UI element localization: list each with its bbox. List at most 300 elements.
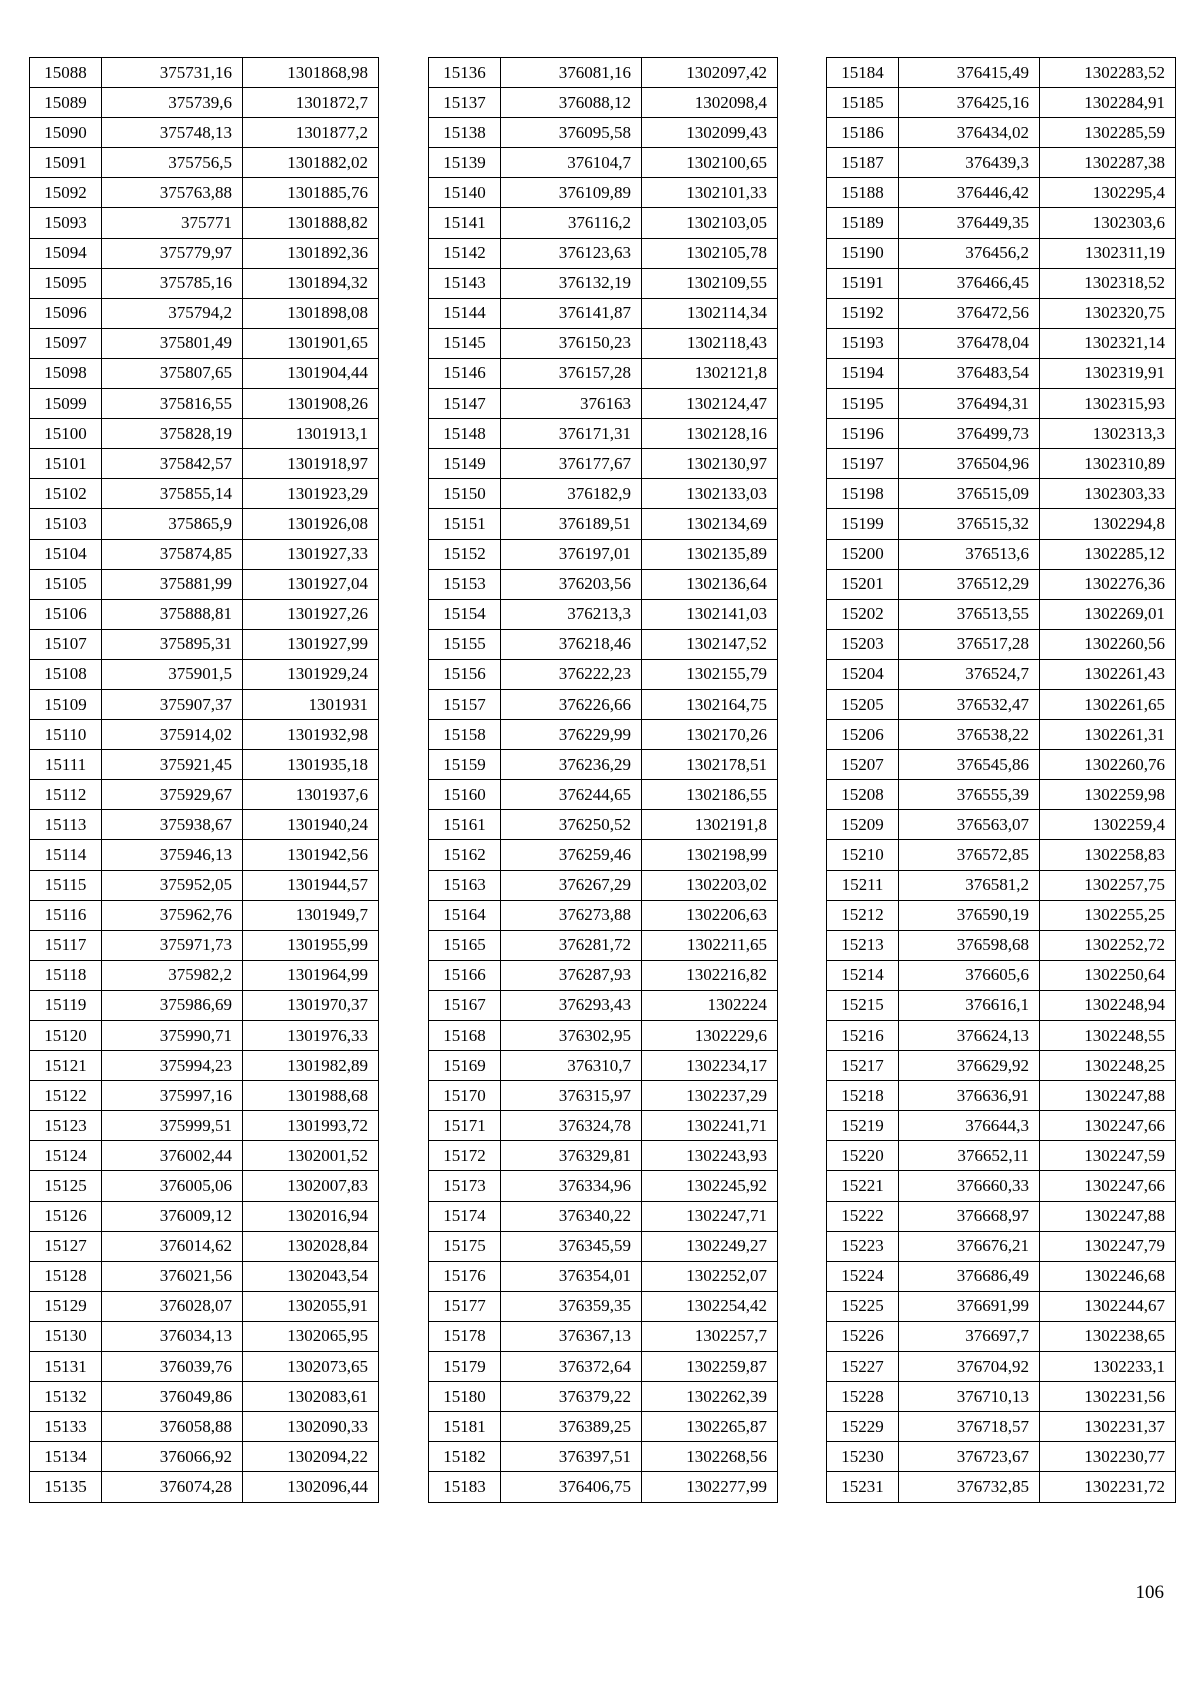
point-number-cell: 15196 <box>827 419 899 449</box>
x-coordinate-cell: 375982,2 <box>102 960 243 990</box>
y-coordinate-cell: 1302124,47 <box>642 389 778 419</box>
table-row <box>30 1442 379 1472</box>
table-row <box>827 298 1176 328</box>
x-coordinate-cell: 376281,72 <box>501 930 642 960</box>
y-coordinate-cell: 1301892,36 <box>243 238 379 268</box>
point-number-cell: 15132 <box>30 1382 102 1412</box>
point-number-cell: 15127 <box>30 1231 102 1261</box>
y-coordinate-cell: 1302229,6 <box>642 1021 778 1051</box>
x-coordinate-cell: 376532,47 <box>899 689 1040 719</box>
point-number-cell: 15207 <box>827 750 899 780</box>
y-coordinate-cell: 1302203,02 <box>642 870 778 900</box>
point-number-cell: 15089 <box>30 88 102 118</box>
y-coordinate-cell: 1302141,03 <box>642 599 778 629</box>
point-number-cell: 15099 <box>30 389 102 419</box>
point-number-cell: 15142 <box>429 238 501 268</box>
x-coordinate-cell: 376345,59 <box>501 1231 642 1261</box>
x-coordinate-cell: 376021,56 <box>102 1261 243 1291</box>
y-coordinate-cell: 1302260,56 <box>1040 629 1176 659</box>
x-coordinate-cell: 376058,88 <box>102 1412 243 1442</box>
point-number-cell: 15151 <box>429 509 501 539</box>
x-coordinate-cell: 376624,13 <box>899 1021 1040 1051</box>
point-number-cell: 15231 <box>827 1472 899 1502</box>
table-row <box>30 358 379 388</box>
x-coordinate-cell: 375794,2 <box>102 298 243 328</box>
x-coordinate-cell: 375801,49 <box>102 328 243 358</box>
y-coordinate-cell: 1302098,4 <box>642 88 778 118</box>
table-row <box>429 780 778 810</box>
table-row <box>827 539 1176 569</box>
point-number-cell: 15200 <box>827 539 899 569</box>
x-coordinate-cell: 375938,67 <box>102 810 243 840</box>
table-row <box>30 1021 379 1051</box>
point-number-cell: 15144 <box>429 298 501 328</box>
x-coordinate-cell: 375971,73 <box>102 930 243 960</box>
x-coordinate-cell: 376315,97 <box>501 1081 642 1111</box>
y-coordinate-cell: 1301927,33 <box>243 539 379 569</box>
y-coordinate-cell: 1302198,99 <box>642 840 778 870</box>
y-coordinate-cell: 1301927,26 <box>243 599 379 629</box>
point-number-cell: 15136 <box>429 58 501 88</box>
table-row <box>827 1382 1176 1412</box>
point-number-cell: 15100 <box>30 419 102 449</box>
x-coordinate-cell: 375994,23 <box>102 1051 243 1081</box>
point-number-cell: 15116 <box>30 900 102 930</box>
point-number-cell: 15178 <box>429 1321 501 1351</box>
y-coordinate-cell: 1301935,18 <box>243 750 379 780</box>
table-row <box>429 659 778 689</box>
table-row <box>30 1472 379 1502</box>
point-number-cell: 15111 <box>30 750 102 780</box>
x-coordinate-cell: 376478,04 <box>899 328 1040 358</box>
point-number-cell: 15193 <box>827 328 899 358</box>
y-coordinate-cell: 1302285,59 <box>1040 118 1176 148</box>
x-coordinate-cell: 375952,05 <box>102 870 243 900</box>
x-coordinate-cell: 376081,16 <box>501 58 642 88</box>
table-row <box>30 1291 379 1321</box>
y-coordinate-cell: 1301882,02 <box>243 148 379 178</box>
table-row <box>429 1111 778 1141</box>
point-number-cell: 15131 <box>30 1352 102 1382</box>
y-coordinate-cell: 1301923,29 <box>243 479 379 509</box>
y-coordinate-cell: 1302135,89 <box>642 539 778 569</box>
x-coordinate-cell: 376512,29 <box>899 569 1040 599</box>
x-coordinate-cell: 376517,28 <box>899 629 1040 659</box>
y-coordinate-cell: 1302241,71 <box>642 1111 778 1141</box>
x-coordinate-cell: 376002,44 <box>102 1141 243 1171</box>
point-number-cell: 15216 <box>827 1021 899 1051</box>
x-coordinate-cell: 376629,92 <box>899 1051 1040 1081</box>
point-number-cell: 15228 <box>827 1382 899 1412</box>
point-number-cell: 15222 <box>827 1201 899 1231</box>
x-coordinate-cell: 376434,02 <box>899 118 1040 148</box>
y-coordinate-cell: 1302276,36 <box>1040 569 1176 599</box>
point-number-cell: 15182 <box>429 1442 501 1472</box>
y-coordinate-cell: 1302121,8 <box>642 358 778 388</box>
y-coordinate-cell: 1302247,88 <box>1040 1081 1176 1111</box>
point-number-cell: 15138 <box>429 118 501 148</box>
table-row <box>30 509 379 539</box>
y-coordinate-cell: 1301937,6 <box>243 780 379 810</box>
point-number-cell: 15221 <box>827 1171 899 1201</box>
y-coordinate-cell: 1302261,43 <box>1040 659 1176 689</box>
x-coordinate-cell: 375874,85 <box>102 539 243 569</box>
table-row <box>30 389 379 419</box>
table-row <box>30 1081 379 1111</box>
table-row <box>30 1382 379 1412</box>
table-row <box>429 449 778 479</box>
point-number-cell: 15123 <box>30 1111 102 1141</box>
point-number-cell: 15135 <box>30 1472 102 1502</box>
table-row <box>429 840 778 870</box>
y-coordinate-cell: 1302090,33 <box>243 1412 379 1442</box>
table-row <box>827 900 1176 930</box>
x-coordinate-cell: 375855,14 <box>102 479 243 509</box>
table-row <box>429 1231 778 1261</box>
table-row <box>827 629 1176 659</box>
x-coordinate-cell: 376660,33 <box>899 1171 1040 1201</box>
table-row <box>827 569 1176 599</box>
x-coordinate-cell: 376379,22 <box>501 1382 642 1412</box>
point-number-cell: 15164 <box>429 900 501 930</box>
x-coordinate-cell: 376329,81 <box>501 1141 642 1171</box>
y-coordinate-cell: 1302170,26 <box>642 720 778 750</box>
y-coordinate-cell: 1302100,65 <box>642 148 778 178</box>
point-number-cell: 15156 <box>429 659 501 689</box>
table-row <box>827 1352 1176 1382</box>
point-number-cell: 15198 <box>827 479 899 509</box>
table-row <box>429 960 778 990</box>
point-number-cell: 15113 <box>30 810 102 840</box>
table-row <box>30 900 379 930</box>
x-coordinate-cell: 376244,65 <box>501 780 642 810</box>
point-number-cell: 15197 <box>827 449 899 479</box>
point-number-cell: 15107 <box>30 629 102 659</box>
x-coordinate-cell: 376177,67 <box>501 449 642 479</box>
table-row <box>429 1051 778 1081</box>
x-coordinate-cell: 376367,13 <box>501 1321 642 1351</box>
point-number-cell: 15098 <box>30 358 102 388</box>
point-number-cell: 15145 <box>429 328 501 358</box>
x-coordinate-cell: 376189,51 <box>501 509 642 539</box>
x-coordinate-cell: 376157,28 <box>501 358 642 388</box>
point-number-cell: 15223 <box>827 1231 899 1261</box>
point-number-cell: 15154 <box>429 599 501 629</box>
table-row <box>30 689 379 719</box>
point-number-cell: 15134 <box>30 1442 102 1472</box>
y-coordinate-cell: 1302313,3 <box>1040 419 1176 449</box>
table-row <box>827 479 1176 509</box>
y-coordinate-cell: 1302109,55 <box>642 268 778 298</box>
table-row <box>429 328 778 358</box>
x-coordinate-cell: 376598,68 <box>899 930 1040 960</box>
x-coordinate-cell: 376222,23 <box>501 659 642 689</box>
point-number-cell: 15110 <box>30 720 102 750</box>
point-number-cell: 15202 <box>827 599 899 629</box>
y-coordinate-cell: 1301927,99 <box>243 629 379 659</box>
y-coordinate-cell: 1302094,22 <box>243 1442 379 1472</box>
x-coordinate-cell: 375816,55 <box>102 389 243 419</box>
table-row <box>827 1261 1176 1291</box>
x-coordinate-cell: 376123,63 <box>501 238 642 268</box>
y-coordinate-cell: 1302277,99 <box>642 1472 778 1502</box>
y-coordinate-cell: 1302065,95 <box>243 1321 379 1351</box>
x-coordinate-cell: 376563,07 <box>899 810 1040 840</box>
x-coordinate-cell: 376372,64 <box>501 1352 642 1382</box>
y-coordinate-cell: 1302247,88 <box>1040 1201 1176 1231</box>
point-number-cell: 15140 <box>429 178 501 208</box>
point-number-cell: 15183 <box>429 1472 501 1502</box>
table-row <box>429 629 778 659</box>
y-coordinate-cell: 1302237,29 <box>642 1081 778 1111</box>
point-number-cell: 15205 <box>827 689 899 719</box>
table-row <box>429 358 778 388</box>
x-coordinate-cell: 376406,75 <box>501 1472 642 1502</box>
point-number-cell: 15168 <box>429 1021 501 1051</box>
x-coordinate-cell: 376636,91 <box>899 1081 1040 1111</box>
table-row <box>30 58 379 88</box>
y-coordinate-cell: 1302318,52 <box>1040 268 1176 298</box>
x-coordinate-cell: 375921,45 <box>102 750 243 780</box>
point-number-cell: 15137 <box>429 88 501 118</box>
x-coordinate-cell: 376415,49 <box>899 58 1040 88</box>
y-coordinate-cell: 1302114,34 <box>642 298 778 328</box>
x-coordinate-cell: 375888,81 <box>102 599 243 629</box>
point-number-cell: 15103 <box>30 509 102 539</box>
point-number-cell: 15180 <box>429 1382 501 1412</box>
y-coordinate-cell: 1302268,56 <box>642 1442 778 1472</box>
table-row <box>429 1352 778 1382</box>
x-coordinate-cell: 376150,23 <box>501 328 642 358</box>
table-row <box>827 1412 1176 1442</box>
y-coordinate-cell: 1302234,17 <box>642 1051 778 1081</box>
table-row <box>30 960 379 990</box>
x-coordinate-cell: 375842,57 <box>102 449 243 479</box>
x-coordinate-cell: 376686,49 <box>899 1261 1040 1291</box>
x-coordinate-cell: 376273,88 <box>501 900 642 930</box>
table-row <box>429 569 778 599</box>
coordinates-table-2 <box>428 57 778 1503</box>
point-number-cell: 15203 <box>827 629 899 659</box>
table-row <box>827 810 1176 840</box>
table-row <box>827 58 1176 88</box>
x-coordinate-cell: 376109,89 <box>501 178 642 208</box>
y-coordinate-cell: 1302261,65 <box>1040 689 1176 719</box>
table-row <box>827 419 1176 449</box>
table-row <box>827 1141 1176 1171</box>
y-coordinate-cell: 1302055,91 <box>243 1291 379 1321</box>
point-number-cell: 15191 <box>827 268 899 298</box>
point-number-cell: 15177 <box>429 1291 501 1321</box>
table-row <box>827 1472 1176 1502</box>
x-coordinate-cell: 376515,09 <box>899 479 1040 509</box>
y-coordinate-cell: 1302315,93 <box>1040 389 1176 419</box>
x-coordinate-cell: 376555,39 <box>899 780 1040 810</box>
x-coordinate-cell: 376354,01 <box>501 1261 642 1291</box>
table-row <box>429 720 778 750</box>
y-coordinate-cell: 1302238,65 <box>1040 1321 1176 1351</box>
point-number-cell: 15227 <box>827 1352 899 1382</box>
y-coordinate-cell: 1301898,08 <box>243 298 379 328</box>
x-coordinate-cell: 376182,9 <box>501 479 642 509</box>
y-coordinate-cell: 1302247,71 <box>642 1201 778 1231</box>
point-number-cell: 15157 <box>429 689 501 719</box>
point-number-cell: 15115 <box>30 870 102 900</box>
coordinates-table-1 <box>29 57 379 1503</box>
y-coordinate-cell: 1302262,39 <box>642 1382 778 1412</box>
y-coordinate-cell: 1302099,43 <box>642 118 778 148</box>
x-coordinate-cell: 375881,99 <box>102 569 243 599</box>
y-coordinate-cell: 1302136,64 <box>642 569 778 599</box>
point-number-cell: 15215 <box>827 990 899 1020</box>
table-row <box>30 88 379 118</box>
table-row <box>429 1321 778 1351</box>
table-row <box>429 1201 778 1231</box>
y-coordinate-cell: 1302231,72 <box>1040 1472 1176 1502</box>
y-coordinate-cell: 1302261,31 <box>1040 720 1176 750</box>
y-coordinate-cell: 1302028,84 <box>243 1231 379 1261</box>
point-number-cell: 15175 <box>429 1231 501 1261</box>
x-coordinate-cell: 376466,45 <box>899 268 1040 298</box>
table-row <box>30 539 379 569</box>
table-row <box>429 479 778 509</box>
table-row <box>30 1201 379 1231</box>
y-coordinate-cell: 1302285,12 <box>1040 539 1176 569</box>
table-row <box>30 1111 379 1141</box>
point-number-cell: 15170 <box>429 1081 501 1111</box>
y-coordinate-cell: 1302105,78 <box>642 238 778 268</box>
y-coordinate-cell: 1302260,76 <box>1040 750 1176 780</box>
x-coordinate-cell: 376203,56 <box>501 569 642 599</box>
table-row <box>429 509 778 539</box>
table-row <box>827 1021 1176 1051</box>
x-coordinate-cell: 376446,42 <box>899 178 1040 208</box>
x-coordinate-cell: 376718,57 <box>899 1412 1040 1442</box>
y-coordinate-cell: 1301988,68 <box>243 1081 379 1111</box>
table-row <box>827 268 1176 298</box>
table-row <box>30 870 379 900</box>
point-number-cell: 15133 <box>30 1412 102 1442</box>
point-number-cell: 15102 <box>30 479 102 509</box>
point-number-cell: 15195 <box>827 389 899 419</box>
y-coordinate-cell: 1302130,97 <box>642 449 778 479</box>
x-coordinate-cell: 376472,56 <box>899 298 1040 328</box>
point-number-cell: 15147 <box>429 389 501 419</box>
point-number-cell: 15174 <box>429 1201 501 1231</box>
y-coordinate-cell: 1302043,54 <box>243 1261 379 1291</box>
point-number-cell: 15171 <box>429 1111 501 1141</box>
table-row <box>429 599 778 629</box>
point-number-cell: 15176 <box>429 1261 501 1291</box>
y-coordinate-cell: 1301926,08 <box>243 509 379 539</box>
table-row <box>827 990 1176 1020</box>
point-number-cell: 15109 <box>30 689 102 719</box>
table-row <box>30 1352 379 1382</box>
table-row <box>30 298 379 328</box>
y-coordinate-cell: 1302257,7 <box>642 1321 778 1351</box>
y-coordinate-cell: 1301944,57 <box>243 870 379 900</box>
y-coordinate-cell: 1302097,42 <box>642 58 778 88</box>
y-coordinate-cell: 1302259,87 <box>642 1352 778 1382</box>
table-row <box>30 1321 379 1351</box>
y-coordinate-cell: 1302073,65 <box>243 1352 379 1382</box>
point-number-cell: 15139 <box>429 148 501 178</box>
x-coordinate-cell: 376545,86 <box>899 750 1040 780</box>
point-number-cell: 15206 <box>827 720 899 750</box>
x-coordinate-cell: 376236,29 <box>501 750 642 780</box>
point-number-cell: 15179 <box>429 1352 501 1382</box>
y-coordinate-cell: 1302016,94 <box>243 1201 379 1231</box>
table-row <box>429 900 778 930</box>
x-coordinate-cell: 376572,85 <box>899 840 1040 870</box>
y-coordinate-cell: 1302269,01 <box>1040 599 1176 629</box>
x-coordinate-cell: 376515,32 <box>899 509 1040 539</box>
point-number-cell: 15217 <box>827 1051 899 1081</box>
x-coordinate-cell: 376267,29 <box>501 870 642 900</box>
x-coordinate-cell: 376334,96 <box>501 1171 642 1201</box>
table-row <box>827 1442 1176 1472</box>
table-row <box>429 118 778 148</box>
point-number-cell: 15194 <box>827 358 899 388</box>
point-number-cell: 15122 <box>30 1081 102 1111</box>
x-coordinate-cell: 376034,13 <box>102 1321 243 1351</box>
table-row <box>827 1321 1176 1351</box>
point-number-cell: 15229 <box>827 1412 899 1442</box>
x-coordinate-cell: 376028,07 <box>102 1291 243 1321</box>
table-row <box>827 389 1176 419</box>
y-coordinate-cell: 1302321,14 <box>1040 328 1176 358</box>
table-row <box>429 58 778 88</box>
point-number-cell: 15204 <box>827 659 899 689</box>
y-coordinate-cell: 1302284,91 <box>1040 88 1176 118</box>
point-number-cell: 15201 <box>827 569 899 599</box>
point-number-cell: 15092 <box>30 178 102 208</box>
x-coordinate-cell: 376359,35 <box>501 1291 642 1321</box>
point-number-cell: 15153 <box>429 569 501 599</box>
table-row <box>429 810 778 840</box>
x-coordinate-cell: 375756,5 <box>102 148 243 178</box>
table-row <box>30 479 379 509</box>
table-row <box>30 810 379 840</box>
y-coordinate-cell: 1302248,94 <box>1040 990 1176 1020</box>
x-coordinate-cell: 375901,5 <box>102 659 243 689</box>
x-coordinate-cell: 375914,02 <box>102 720 243 750</box>
y-coordinate-cell: 1302295,4 <box>1040 178 1176 208</box>
table-row <box>30 629 379 659</box>
x-coordinate-cell: 376697,7 <box>899 1321 1040 1351</box>
x-coordinate-cell: 375946,13 <box>102 840 243 870</box>
y-coordinate-cell: 1302252,72 <box>1040 930 1176 960</box>
point-number-cell: 15148 <box>429 419 501 449</box>
table-row <box>827 870 1176 900</box>
point-number-cell: 15119 <box>30 990 102 1020</box>
point-number-cell: 15112 <box>30 780 102 810</box>
y-coordinate-cell: 1302247,66 <box>1040 1171 1176 1201</box>
y-coordinate-cell: 1301908,26 <box>243 389 379 419</box>
point-number-cell: 15173 <box>429 1171 501 1201</box>
x-coordinate-cell: 376483,54 <box>899 358 1040 388</box>
point-number-cell: 15158 <box>429 720 501 750</box>
table-row <box>30 1141 379 1171</box>
x-coordinate-cell: 375785,16 <box>102 268 243 298</box>
table-row <box>429 298 778 328</box>
y-coordinate-cell: 1302244,67 <box>1040 1291 1176 1321</box>
table-row <box>827 1231 1176 1261</box>
table-row <box>827 509 1176 539</box>
table-row <box>827 659 1176 689</box>
y-coordinate-cell: 1302191,8 <box>642 810 778 840</box>
point-number-cell: 15199 <box>827 509 899 539</box>
